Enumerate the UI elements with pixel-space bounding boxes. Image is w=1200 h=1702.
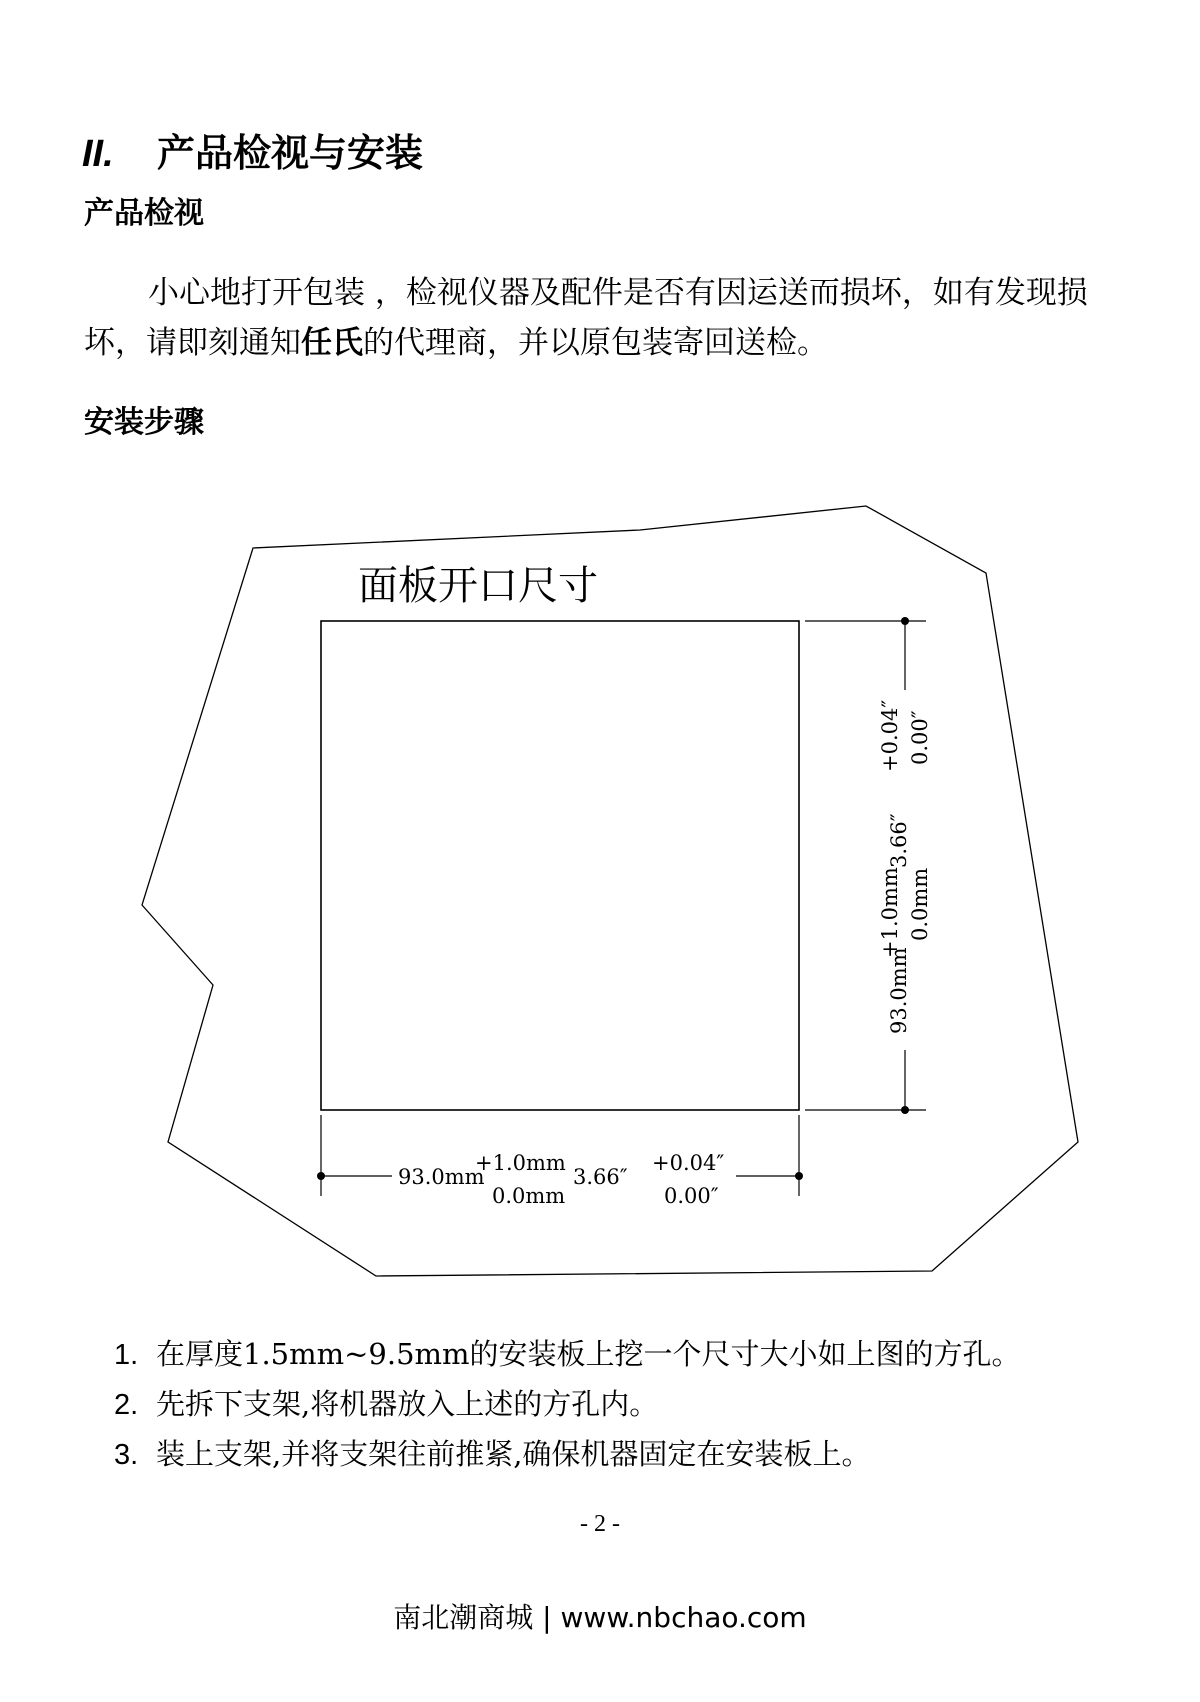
height-in-tol-minus: 0.00″ bbox=[908, 710, 932, 765]
height-in-tol-plus: +0.04″ bbox=[878, 699, 902, 772]
inspection-text-before: 小心地打开包装 ，检视仪器及配件是否有因运送而损坏，如有发现损坏，请即刻通知 bbox=[84, 275, 1088, 361]
cutout-square bbox=[321, 621, 799, 1110]
footer-site-link[interactable]: 南北潮商城 | www.nbchao.com bbox=[393, 1601, 807, 1634]
height-mm-value: 93.0mm bbox=[887, 947, 911, 1034]
install-heading: 安装步骤 bbox=[84, 405, 204, 440]
height-in-value: 3.66″ bbox=[887, 813, 911, 868]
width-dim-dot-right bbox=[795, 1172, 803, 1180]
section-number: II. bbox=[82, 133, 114, 175]
width-dim-dot-left bbox=[317, 1172, 325, 1180]
install-step bbox=[114, 1380, 1021, 1430]
height-dim-dot-bottom bbox=[901, 1106, 909, 1114]
step-number: 2. bbox=[114, 1389, 139, 1421]
step-text: 装上支架,并将支架往前推紧,确保机器固定在安装板上。 bbox=[156, 1437, 871, 1471]
width-in-value: 3.66″ bbox=[573, 1165, 628, 1189]
install-steps-list bbox=[114, 1330, 1021, 1480]
install-step bbox=[114, 1330, 1021, 1380]
step-text: 先拆下支架,将机器放入上述的方孔内。 bbox=[156, 1387, 659, 1421]
width-in-tol-minus: 0.00″ bbox=[664, 1184, 719, 1208]
width-mm-tol-minus: 0.0mm bbox=[492, 1184, 566, 1208]
section-title-text: 产品检视与安装 bbox=[157, 131, 424, 175]
height-mm-tol-plus: +1.0mm bbox=[878, 867, 902, 958]
height-mm-tol-minus: 0.0mm bbox=[908, 867, 932, 941]
install-step bbox=[114, 1430, 1021, 1480]
height-dimension bbox=[805, 617, 932, 1114]
width-dimension bbox=[317, 1115, 803, 1208]
page-number: - 2 - bbox=[580, 1511, 620, 1537]
step-number: 3. bbox=[114, 1439, 139, 1471]
diagram-title: 面板开口尺寸 bbox=[358, 563, 598, 609]
width-mm-value: 93.0mm bbox=[398, 1165, 485, 1189]
inspection-text-after: 的代理商，并以原包装寄回送检。 bbox=[363, 325, 828, 361]
width-mm-tol-plus: +1.0mm bbox=[475, 1151, 566, 1175]
inspection-brand: 任氏 bbox=[301, 325, 363, 361]
step-text: 在厚度1.5mm~9.5mm的安装板上挖一个尺寸大小如上图的方孔。 bbox=[156, 1337, 1021, 1371]
step-number: 1. bbox=[114, 1339, 139, 1371]
height-dim-dot-top bbox=[901, 617, 909, 625]
width-in-tol-plus: +0.04″ bbox=[652, 1151, 725, 1175]
inspection-heading: 产品检视 bbox=[84, 196, 204, 231]
